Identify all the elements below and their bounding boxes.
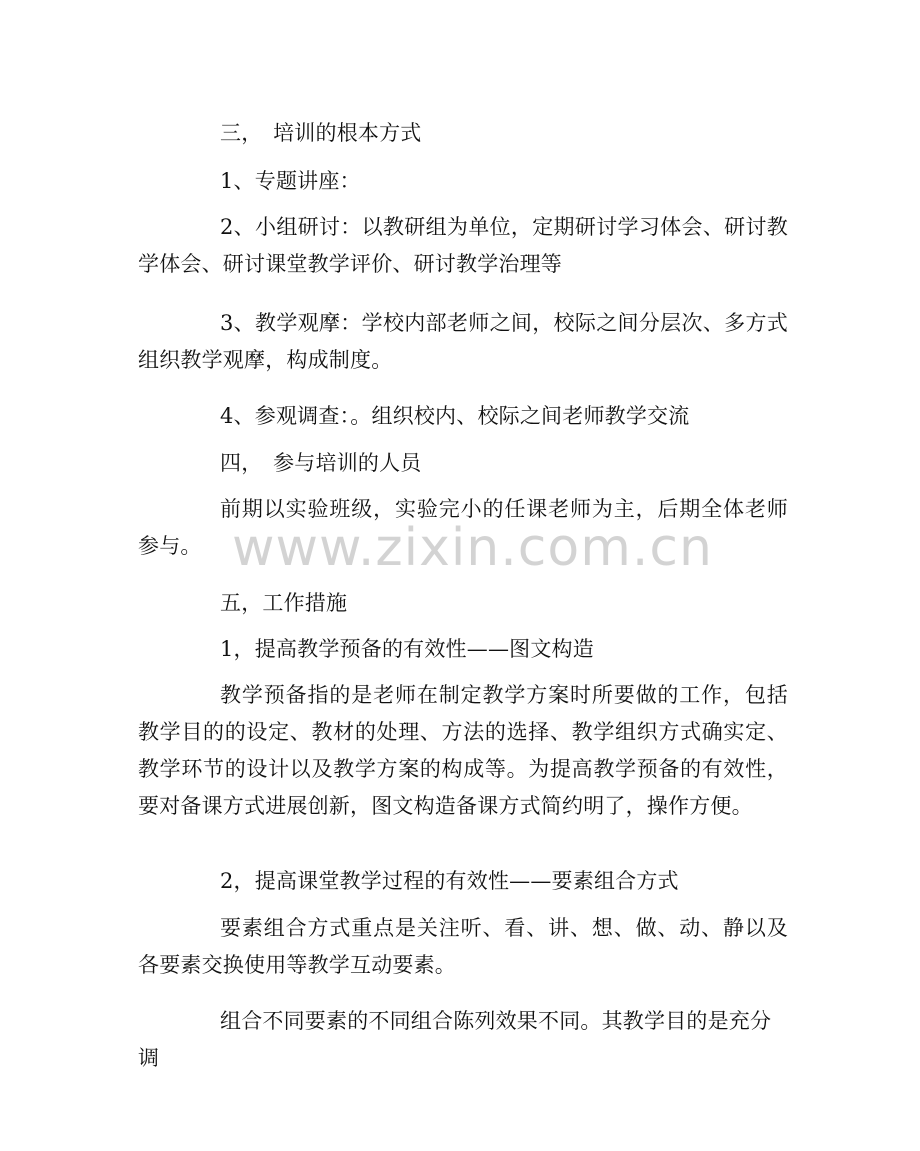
watermark: www.zixin.com.cn xyxy=(232,518,713,578)
paragraph-7: 要素组合方式重点是关注听、看、讲、想、做、动、静以及各要素交换使用等教学互动要素。 xyxy=(138,916,788,977)
paragraph-2: 2、小组研讨：以教研组为单位，定期研讨学习体会、研讨教学体会、研讨课堂教学评价、研讨教学治理等 xyxy=(138,215,788,276)
paragraph-4: 4、参观调查：。组织校内、校际之间老师教学交流 xyxy=(220,404,690,428)
subheading-2: 2，提高课堂教学过程的有效性——要素组合方式 xyxy=(220,869,679,893)
paragraph-6: 教学预备指的是老师在制定教学方案时所要做的工作，包括教学目的的设定、教材的处理、方法的选择、教学组织方式确实定、教学环节的设计以及教学方案的构成等。为提高教学预备的有效性，要对备课方式进展创新，图文构造备课方式简约明了，操作方便。 xyxy=(138,683,788,818)
paragraph-3: 3、教学观摩：学校内部老师之间，校际之间分层次、多方式组织教学观摩，构成制度。 xyxy=(138,311,788,372)
section-heading-5: 五，工作措施 xyxy=(220,591,348,615)
section-heading-3: 三， 培训的根本方式 xyxy=(220,121,422,145)
paragraph-5: 前期以实验班级，实验完小的任课老师为主，后期全体老师参与。 xyxy=(138,497,788,558)
section-heading-4: 四， 参与培训的人员 xyxy=(220,451,422,475)
subheading-1: 1，提高教学预备的有效性——图文构造 xyxy=(220,637,594,661)
paragraph-8: 组合不同要素的不同组合陈列效果不同。其教学目的是充分调 xyxy=(138,1009,772,1070)
paragraph-1: 1、专题讲座： xyxy=(220,169,361,193)
